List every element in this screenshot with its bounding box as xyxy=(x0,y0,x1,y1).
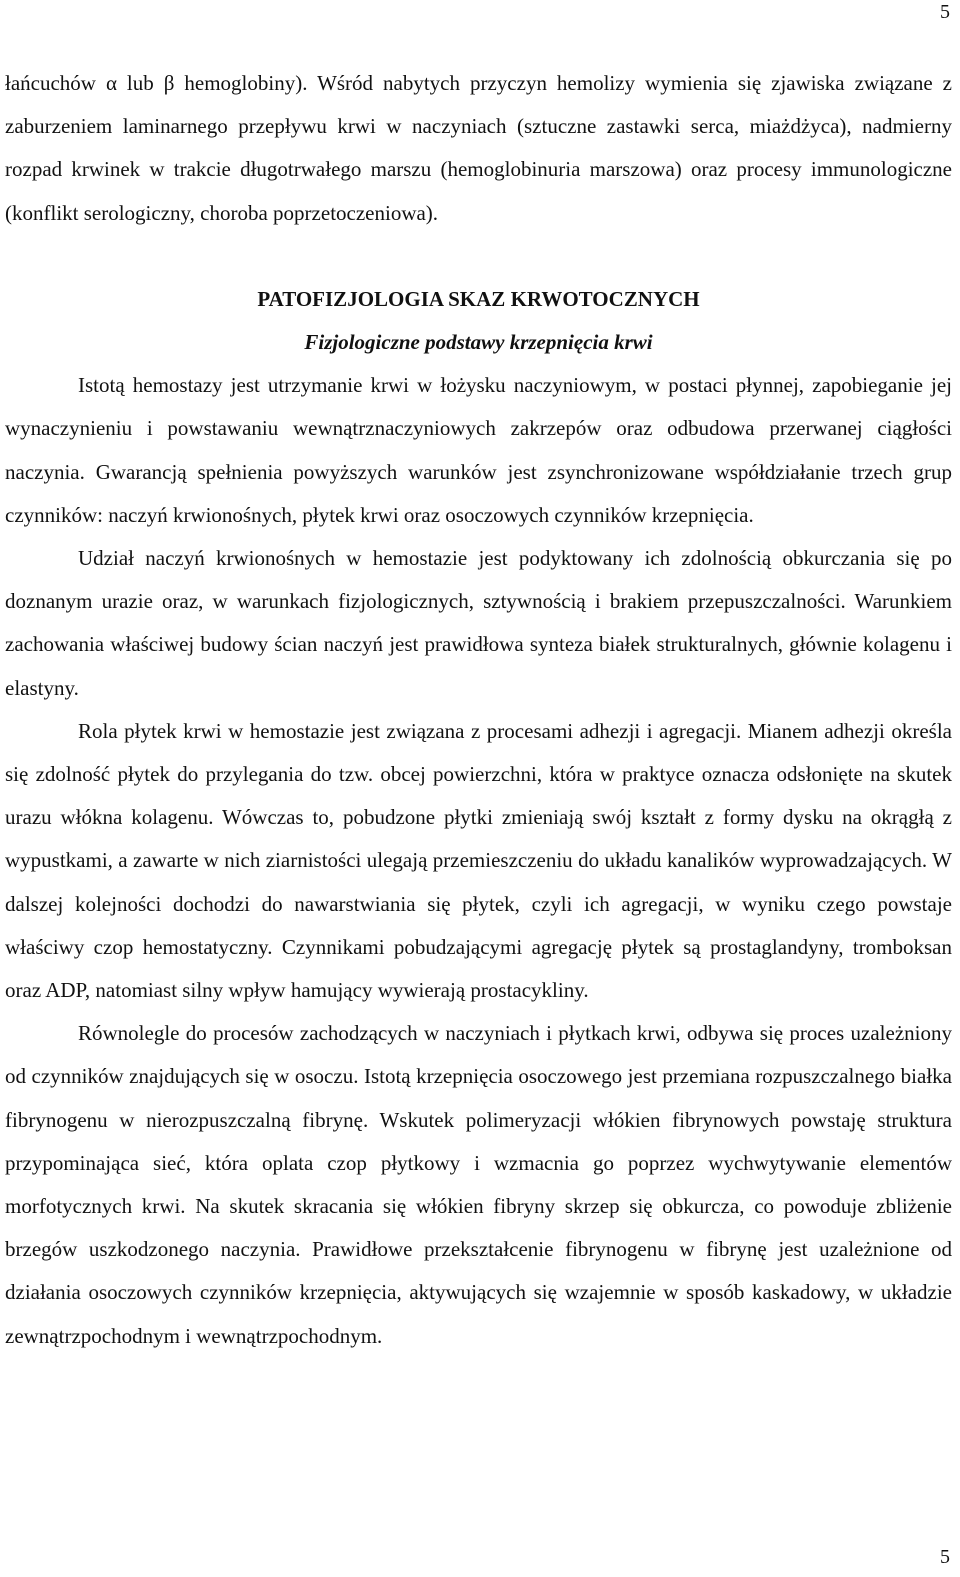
section-subtitle: Fizjologiczne podstawy krzepnięcia krwi xyxy=(304,330,653,355)
page-number-top: 5 xyxy=(940,1,950,23)
intro-paragraph: łańcuchów α lub β hemoglobiny). Wśród nabytych przyczyn hemolizy wymienia się zjawiska związane z zaburzeniem laminarnego przepływu krwi w naczyniach (sztuczne zastawki serca, miażdżyca), nadmierny rozpad krwinek w trakcie długotrwałego marszu (hemoglobinuria marszowa) oraz procesy immunologiczne (konflikt serologiczny, choroba poprzetoczeniowa). xyxy=(5,71,952,225)
section-title: PATOFIZJOLOGIA SKAZ KRWOTOCZNYCH xyxy=(257,286,700,311)
page-number-bottom: 5 xyxy=(940,1546,950,1568)
document-body xyxy=(5,62,952,1358)
paragraph-platelets: Rola płytek krwi w hemostazie jest związana z procesami adhezji i agregacji. Mianem adhezji określa się zdolność płytek do przylegania do tzw. obcej powierzchni, która w praktyce oznacza odsłonięte na skutek urazu włókna kolagenu. Wówczas to, pobudzone płytki zmieniają swój kształt z formy dysku na okrągłą z wypustkami, a zawarte w nich ziarnistości ulegają przemieszczeniu do układu kanalików wyprowadzających. W dalszej kolejności dochodzi do nawarstwiania się płytek, czyli ich agregacji, w wyniku czego powstaje właściwy czop hemostatyczny. Czynnikami pobudzającymi agregację płytek są prostaglandyny, tromboksan oraz ADP, natomiast silny wpływ hamujący wywierają prostacykliny. xyxy=(5,718,952,1003)
paragraph-hemostasis: Istotą hemostazy jest utrzymanie krwi w łożysku naczyniowym, w postaci płynnej, zapobieganie jej wynaczynieniu i powstawaniu wewnątrznaczyniowych zakrzepów oraz odbudowa przerwanej ciągłości naczynia. Gwarancją spełnienia powyższych warunków jest zsynchronizowane współdziałanie trzech grup czynników: naczyń krwionośnych, płytek krwi oraz osoczowych czynników krzepnięcia. xyxy=(5,373,952,527)
paragraph-vessels: Udział naczyń krwionośnych w hemostazie jest podyktowany ich zdolnością obkurczania się po doznanym urazie oraz, w warunkach fizjologicznych, sztywnością i brakiem przepuszczalności. Warunkiem zachowania właściwej budowy ścian naczyń jest prawidłowa synteza białek strukturalnych, głównie kolagenu i elastyny. xyxy=(5,546,952,700)
paragraph-plasma-coagulation: Równolegle do procesów zachodzących w naczyniach i płytkach krwi, odbywa się proces uzależniony od czynników znajdujących się w osoczu. Istotą krzepnięcia osoczowego jest przemiana rozpuszczalnego białka fibrynogenu w nierozpuszczalną fibrynę. Wskutek polimeryzacji włókien fibrynowych powstaję struktura przypominająca sieć, która oplata czop płytkowy i wzmacnia go poprzez wychwytywanie elementów morfotycznych krwi. Na skutek skracania się włókien fibryny skrzep się obkurcza, co powoduje zbliżenie brzegów uszkodzonego naczynia. Prawidłowe przekształcenie fibrynogenu w fibrynę jest uzależnione od działania osoczowych czynników krzepnięcia, aktywujących się wzajemnie w sposób kaskadowy, w układzie zewnątrzpochodnym i wewnątrzpochodnym. xyxy=(5,1021,952,1348)
